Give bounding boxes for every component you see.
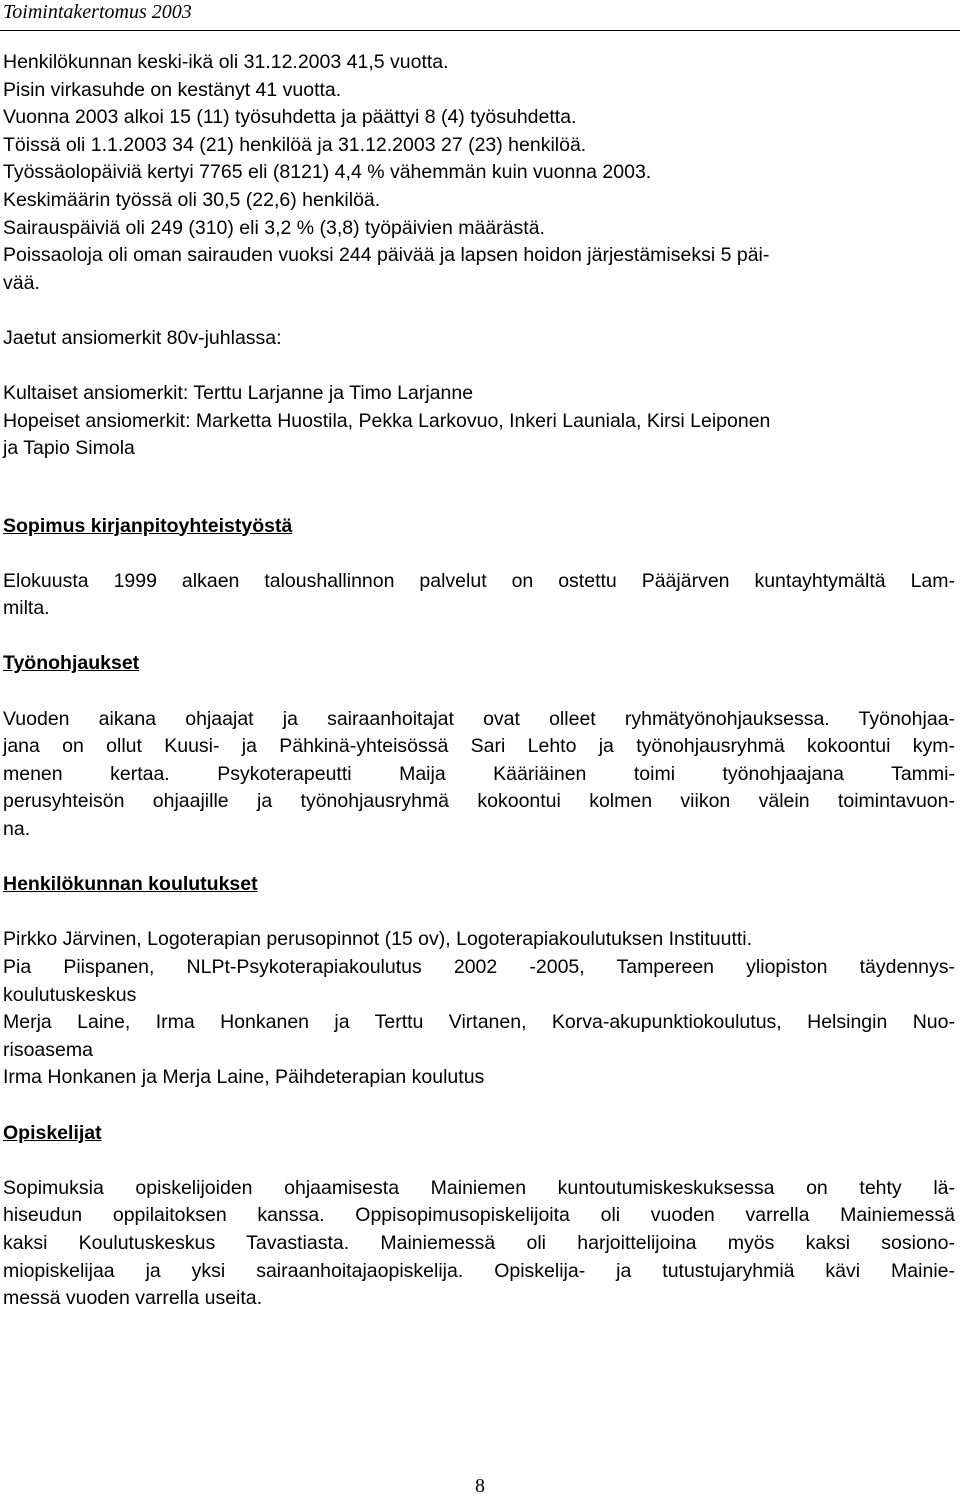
paragraph-line: milta. — [3, 597, 50, 620]
paragraph-line: kaksi Koulutuskeskus Tavastiasta. Mainiemessä oli harjoittelijoina myös kaksi sosiono- — [3, 1231, 955, 1254]
paragraph-line: perusyhteisön ohjaajille ja työnohjausryhmä kokoontui kolmen viikon välein toimintavuon- — [3, 790, 955, 813]
section-heading: Sopimus kirjanpitoyhteistyöstä — [3, 514, 293, 537]
paragraph-line: koulutuskeskus — [3, 983, 137, 1006]
section-heading: Henkilökunnan koulutukset — [3, 873, 258, 896]
paragraph-line: Elokuusta 1999 alkaen taloushallinnon palvelut on ostettu Pääjärven kuntayhtymältä Lam- — [3, 569, 955, 592]
paragraph-line: menen kertaa. Psykoterapeutti Maija Kääriäinen toimi työnohjaajana Tammi- — [3, 762, 955, 785]
stat-line: Työssäolopäiviä kertyi 7765 eli (8121) 4,4 % vähemmän kuin vuonna 2003. — [3, 161, 652, 184]
section-students — [3, 1120, 955, 1313]
award-line: Kultaiset ansiomerkit: Terttu Larjanne ja Timo Larjanne — [3, 382, 474, 405]
award-line: ja Tapio Simola — [3, 437, 135, 460]
paragraph-line: Sopimuksia opiskelijoiden ohjaamisesta Mainiemen kuntoutumiskeskuksessa on tehty lä- — [3, 1176, 955, 1199]
paragraph-line: jana on ollut Kuusi- ja Pähkinä-yhteisössä Sari Lehto ja työnohjausryhmä kokoontui kym- — [3, 735, 955, 758]
awards-block — [3, 325, 955, 463]
paragraph-line: messä vuoden varrella useita. — [3, 1287, 263, 1310]
paragraph-line: Merja Laine, Irma Honkanen ja Terttu Virtanen, Korva-akupunktiokoulutus, Helsingin Nuo- — [3, 1011, 955, 1034]
page-number: 8 — [475, 1475, 485, 1497]
section-supervision — [3, 650, 955, 843]
paragraph-line: Pia Piispanen, NLPt-Psykoterapiakoulutus 2002 -2005, Tampereen yliopiston täydennys- — [3, 956, 955, 978]
paragraph-line: Vuoden aikana ohjaajat ja sairaanhoitajat ovat olleet ryhmätyönohjauksessa. Työnohjaa- — [3, 707, 955, 730]
running-header: Toimintakertomus 2003 — [3, 1, 192, 23]
paragraph-line: Irma Honkanen ja Merja Laine, Päihdeterapian koulutus — [3, 1066, 485, 1089]
stat-line: Henkilökunnan keski-ikä oli 31.12.2003 41,5 vuotta. — [3, 51, 449, 73]
paragraph-line: hiseudun oppilaitoksen kanssa. Oppisopimusopiskelijoita oli vuoden varrella Mainiemessä — [3, 1204, 955, 1227]
awards-intro: Jaetut ansiomerkit 80v-juhlassa: — [3, 326, 282, 349]
paragraph-line: na. — [3, 818, 31, 841]
section-heading: Opiskelijat — [3, 1121, 102, 1144]
stat-line: Pisin virkasuhde on kestänyt 41 vuotta. — [3, 78, 342, 101]
stat-line: Töissä oli 1.1.2003 34 (21) henkilöä ja 31.12.2003 27 (23) henkilöä. — [3, 133, 587, 156]
stat-line: Keskimäärin työssä oli 30,5 (22,6) henkilöä. — [3, 188, 381, 211]
paragraph-line: miopiskelijaa ja yksi sairaanhoitajaopiskelija. Opiskelija- ja tutustujaryhmiä kävi Mainie- — [3, 1259, 955, 1282]
section-training — [3, 871, 955, 1092]
stat-line: Vuonna 2003 alkoi 15 (11) työsuhdetta ja päättyi 8 (4) työsuhdetta. — [3, 106, 577, 129]
award-line: Hopeiset ansiomerkit: Marketta Huostila, Pekka Larkovuo, Inkeri Launiala, Kirsi Leiponen — [3, 409, 771, 432]
stat-line: Sairauspäiviä oli 249 (310) eli 3,2 % (3,8) työpäivien määrästä. — [3, 216, 545, 239]
header-rule — [0, 30, 960, 31]
stat-line: vää. — [3, 271, 40, 294]
staff-statistics — [3, 49, 955, 297]
stat-line: Poissaoloja oli oman sairauden vuoksi 244 päivää ja lapsen hoidon järjestämiseksi 5 päi- — [3, 244, 770, 267]
document-body — [3, 49, 955, 1313]
paragraph-line: risoasema — [3, 1038, 93, 1061]
paragraph-line: Pirkko Järvinen, Logoterapian perusopinnot (15 ov), Logoterapiakoulutuksen Instituutti. — [3, 928, 753, 951]
section-accounting — [3, 513, 955, 623]
section-heading: Työnohjaukset — [3, 652, 140, 675]
